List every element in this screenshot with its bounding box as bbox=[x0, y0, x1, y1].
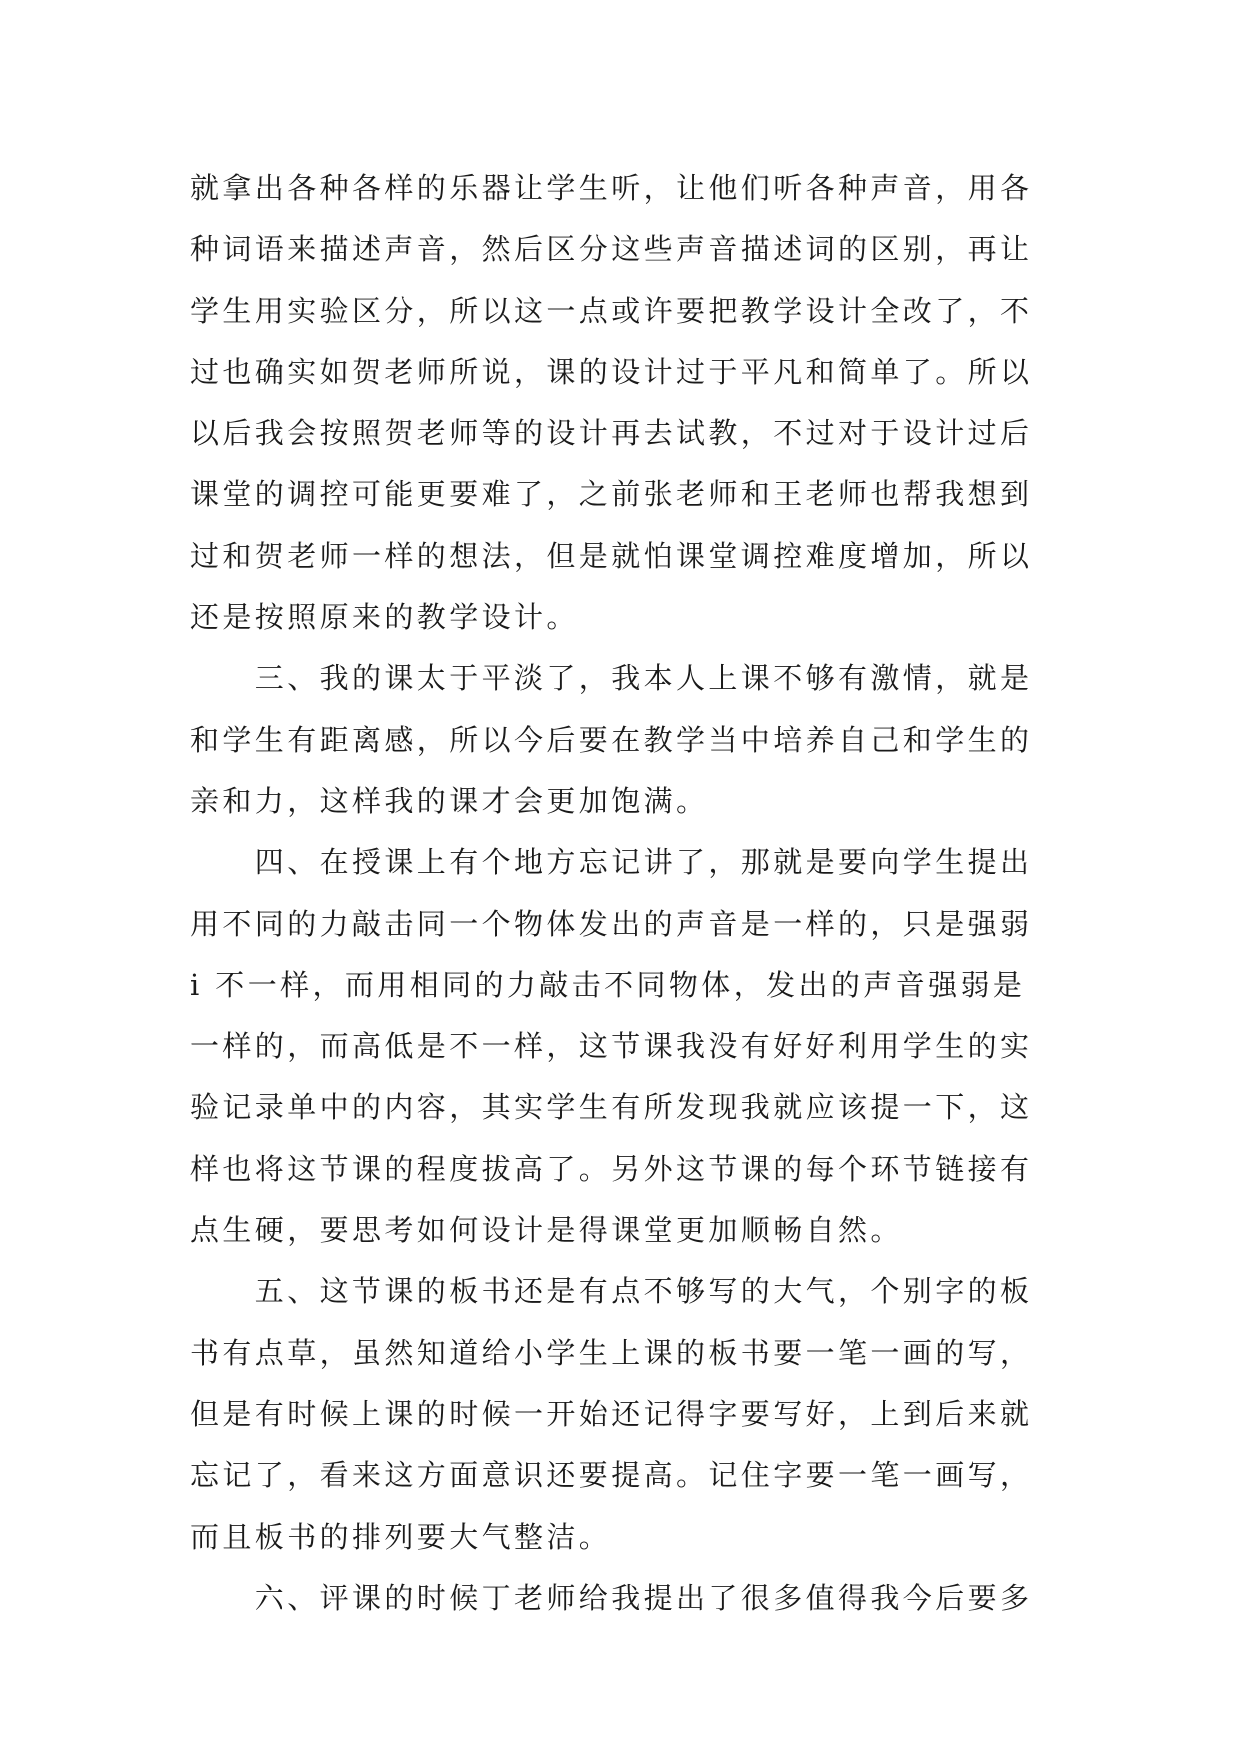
text-line: 亲和力，这样我的课才会更加饱满。 bbox=[190, 783, 709, 818]
text-line: 而且板书的排列要大气整洁。 bbox=[190, 1519, 612, 1554]
text-line: 书有点草，虽然知道给小学生上课的板书要一笔一画的写， bbox=[190, 1335, 1033, 1370]
text-line: 点生硬，要思考如何设计是得课堂更加顺畅自然。 bbox=[190, 1213, 903, 1248]
text-line: 过也确实如贺老师所说，课的设计过于平凡和简单了。所以 bbox=[190, 354, 1033, 389]
text-line: 用不同的力敲击同一个物体发出的声音是一样的，只是强弱 bbox=[190, 906, 1033, 941]
text-line: 一样的，而高低是不一样，这节课我没有好好利用学生的实 bbox=[190, 1029, 1033, 1064]
text-line: 忘记了，看来这方面意识还要提高。记住字要一笔一画写， bbox=[190, 1458, 1033, 1493]
text-line: 以后我会按照贺老师等的设计再去试教，不过对于设计过后 bbox=[190, 416, 1033, 451]
paragraph-start-line: 六、评课的时候丁老师给我提出了很多值得我今后要多 bbox=[190, 1580, 1033, 1615]
paragraph-start-line: 三、我的课太于平淡了，我本人上课不够有激情，就是 bbox=[190, 661, 1033, 696]
text-line: 就拿出各种各样的乐器让学生听，让他们听各种声音，用各 bbox=[190, 171, 1033, 205]
paragraph-start-line: 五、这节课的板书还是有点不够写的大气，个别字的板 bbox=[190, 1274, 1033, 1309]
text-line: 还是按照原来的教学设计。 bbox=[190, 600, 579, 635]
text-line: 课堂的调控可能更要难了，之前张老师和王老师也帮我想到 bbox=[190, 477, 1033, 512]
body-text bbox=[190, 158, 1050, 1629]
text-line: 过和贺老师一样的想法，但是就怕课堂调控难度增加，所以 bbox=[190, 538, 1033, 573]
text-line: 和学生有距离感，所以今后要在教学当中培养自己和学生的 bbox=[190, 722, 1033, 757]
paragraph-start-line: 四、在授课上有个地方忘记讲了，那就是要向学生提出 bbox=[190, 845, 1033, 880]
text-line: 但是有时候上课的时候一开始还记得字要写好，上到后来就 bbox=[190, 1396, 1033, 1431]
text-line: i 不一样，而用相同的力敲击不同物体，发出的声音强弱是 bbox=[190, 967, 1026, 1002]
text-line: 验记录单中的内容，其实学生有所发现我就应该提一下，这 bbox=[190, 1090, 1033, 1125]
text-line: 学生用实验区分，所以这一点或许要把教学设计全改了，不 bbox=[190, 293, 1033, 328]
text-line: 样也将这节课的程度拔高了。另外这节课的每个环节链接有 bbox=[190, 1151, 1033, 1186]
text-line: 种词语来描述声音，然后区分这些声音描述词的区别，再让 bbox=[190, 232, 1033, 267]
